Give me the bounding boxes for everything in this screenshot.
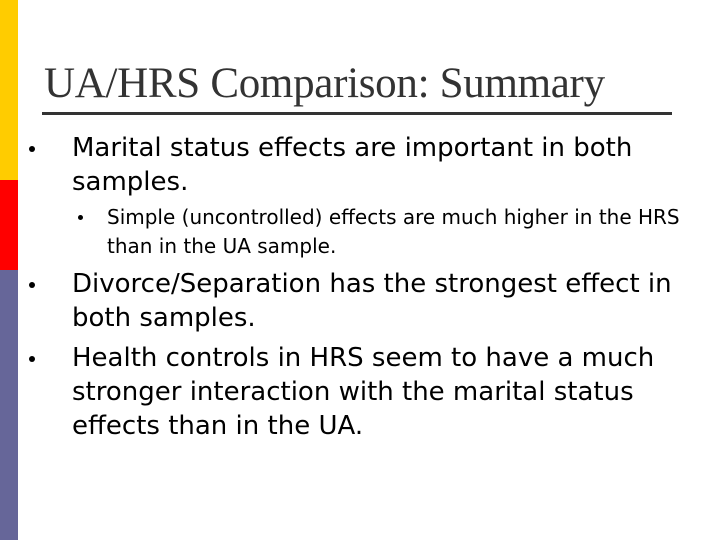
bullet-dot-icon bbox=[29, 282, 35, 288]
bullet-item-health-controls bbox=[0, 341, 682, 443]
sub-bullet-text: Simple (uncontrolled) effects are much higher in the HRS than in the UA sample. bbox=[107, 205, 680, 258]
title-underline bbox=[42, 112, 672, 115]
bullet-dot-icon bbox=[29, 146, 35, 152]
slide-title: UA/HRS Comparison: Summary bbox=[44, 60, 605, 107]
bullet-dot-icon bbox=[29, 356, 35, 362]
bullet-item-divorce-separation bbox=[0, 267, 682, 335]
bullet-text: Divorce/Separation has the strongest effect in both samples. bbox=[72, 269, 672, 333]
bullet-text: Marital status effects are important in both samples. bbox=[72, 133, 633, 197]
sub-bullet-dot-icon bbox=[78, 215, 83, 220]
bullet-item-marital-status bbox=[0, 131, 682, 199]
sub-bullet-item-simple-effects bbox=[0, 203, 687, 261]
bullet-text: Health controls in HRS seem to have a much stronger interaction with the marital status effects than in the UA. bbox=[72, 343, 655, 441]
